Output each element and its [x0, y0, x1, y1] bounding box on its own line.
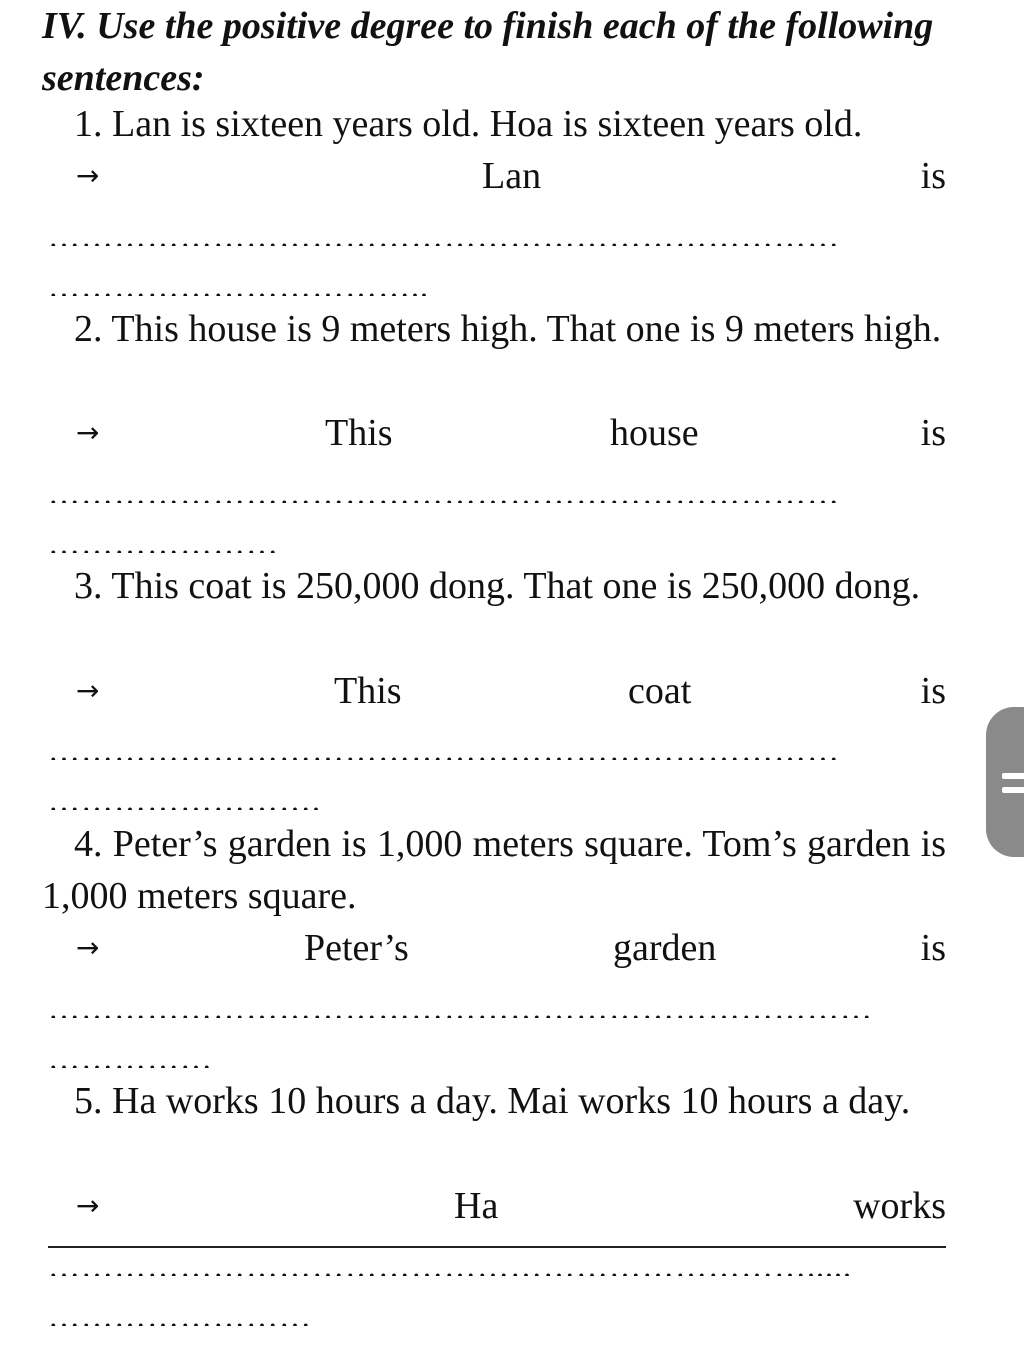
question-3-answer-start: [42, 665, 946, 717]
answer-word: Peter’s: [304, 927, 409, 969]
answer-word: works: [853, 1185, 946, 1227]
arrow-icon: →: [76, 931, 100, 964]
question-2-answer-start: [42, 407, 946, 459]
question-5-prompt: 5. Ha works 10 hours a day. Mai works 10 hours a day.: [74, 1080, 911, 1122]
answer-word: Lan: [482, 155, 542, 197]
question-1-prompt: 1. Lan is sixteen years old. Hoa is sixteen years old.: [74, 103, 863, 145]
side-scroll-handle[interactable]: [986, 707, 1024, 857]
answer-word: coat: [628, 670, 692, 712]
answer-blank-line[interactable]: ………………………………………………………………: [48, 740, 840, 760]
answer-blank-line[interactable]: ……………: [48, 1048, 213, 1068]
answer-blank-line[interactable]: ……………………………..: [48, 276, 429, 296]
answer-blank-line[interactable]: ………………………………………………………………: [48, 483, 840, 503]
answer-word: is: [920, 670, 946, 712]
arrow-icon: →: [76, 159, 100, 192]
arrow-icon: →: [76, 1189, 100, 1222]
answer-blank-line[interactable]: …………………: [48, 533, 279, 553]
question-5-answer-start: [42, 1180, 946, 1232]
answer-blank-line[interactable]: …………………….: [48, 790, 321, 810]
answer-word: This: [334, 670, 402, 712]
arrow-icon: →: [76, 416, 100, 449]
answer-blank-line[interactable]: ……………………: [48, 1306, 312, 1326]
exercise-heading: IV. Use the positive degree to finish each of the following sentences:: [42, 5, 934, 99]
menu-handle-icon: [1002, 787, 1024, 793]
answer-word: This: [325, 412, 393, 454]
answer-word: is: [920, 927, 946, 969]
answer-word: house: [610, 412, 699, 454]
menu-handle-icon: [1002, 773, 1024, 779]
answer-word: garden: [613, 927, 717, 969]
question-3-prompt: 3. This coat is 250,000 dong. That one is 250,000 dong.: [74, 565, 921, 607]
answer-blank-line[interactable]: …………………………………………………………….....: [48, 1256, 852, 1276]
arrow-icon: →: [76, 674, 100, 707]
underline-divider: [48, 1246, 946, 1248]
answer-word: is: [920, 412, 946, 454]
answer-blank-line[interactable]: …………………………………………………………………: [48, 998, 873, 1018]
question-4-answer-start: [42, 922, 946, 974]
answer-word: is: [920, 155, 946, 197]
answer-word: Ha: [454, 1185, 499, 1227]
question-4-prompt: 4. Peter’s garden is 1,000 meters square. Tom’s garden is 1,000 meters square.: [42, 823, 946, 917]
answer-blank-line[interactable]: ………………………………………………………………: [48, 226, 840, 246]
question-2-prompt: 2. This house is 9 meters high. That one is 9 meters high.: [74, 308, 942, 350]
question-1-answer-start: [42, 150, 946, 202]
